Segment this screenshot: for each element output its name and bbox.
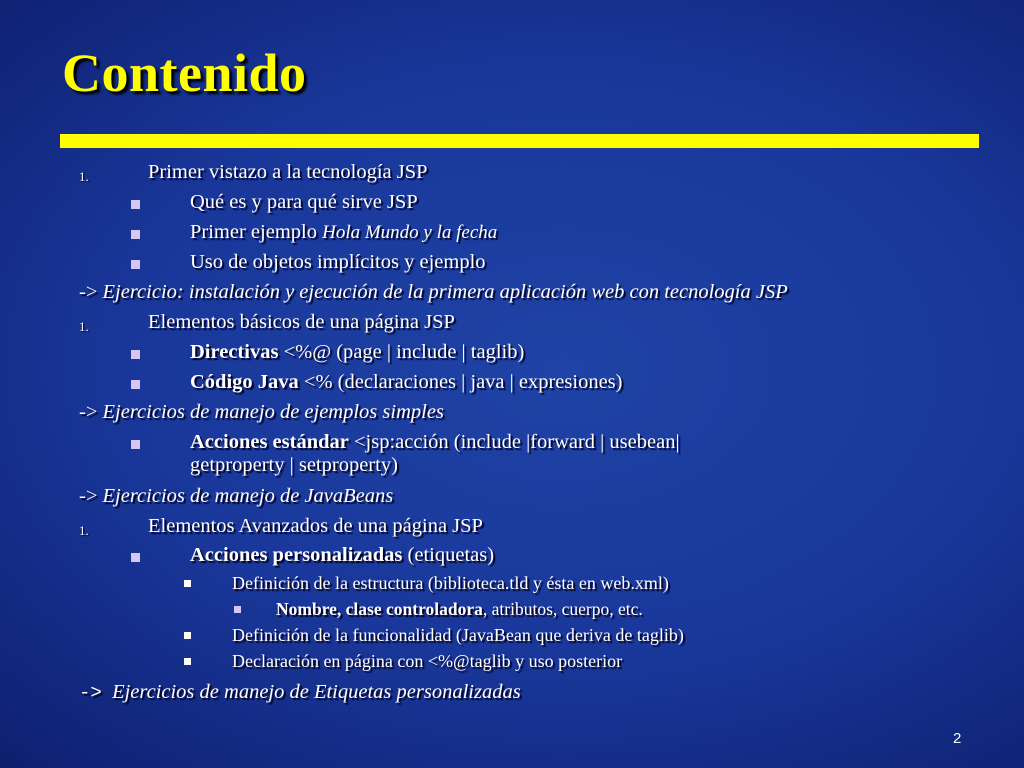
item-text: -> Ejercicios de manejo de JavaBeans (79, 485, 394, 507)
item-text: Nombre, clase controladora, atributos, cuerpo, etc. (276, 599, 643, 619)
bullet-icon (131, 380, 140, 389)
bullet-icon (131, 200, 140, 209)
bullet-icon (131, 350, 140, 359)
page-number: 2 (953, 730, 962, 747)
bullet-icon (184, 632, 191, 639)
item-text: Acciones estándar <jsp:acción (include |forward | usebean| (190, 431, 680, 453)
bullet-icon (184, 658, 191, 665)
item-number: 1. (79, 169, 89, 184)
item-text: Directivas <%@ (page | include | taglib) (190, 341, 525, 363)
item-text: Elementos Avanzados de una página JSP (148, 515, 483, 537)
item-text: -> Ejercicios de manejo de Etiquetas personalizadas (79, 681, 521, 704)
bullet-icon (131, 553, 140, 562)
title-divider (60, 134, 979, 148)
item-italic: Hola Mundo y la fecha (322, 222, 498, 243)
item-text: Acciones personalizadas (etiquetas) (190, 544, 495, 566)
item-text: Definición de la estructura (biblioteca.tld y ésta en web.xml) (232, 573, 669, 593)
item-text: Definición de la funcionalidad (JavaBean que deriva de taglib) (232, 625, 684, 645)
bullet-icon (184, 580, 191, 587)
arrow-marker: -> (79, 281, 98, 303)
arrow-marker: -> (79, 485, 98, 507)
item-text: Elementos básicos de una página JSP (148, 311, 455, 333)
item-text: Qué es y para qué sirve JSP (190, 191, 418, 213)
bullet-icon (131, 440, 140, 449)
item-text: Primer ejemplo Hola Mundo y la fecha (190, 221, 498, 243)
item-number: 1. (79, 319, 89, 334)
item-text-continued: getproperty | setproperty) (190, 454, 398, 476)
item-text: -> Ejercicio: instalación y ejecución de la primera aplicación web con tecnología JSP (79, 281, 788, 303)
arrow-marker: -> (79, 682, 102, 704)
item-text: Uso de objetos implícitos y ejemplo (190, 251, 486, 273)
item-text: Declaración en página con <%@taglib y uso posterior (232, 651, 623, 671)
item-number: 1. (79, 523, 89, 538)
item-text: Código Java <% (declaraciones | java | expresiones) (190, 371, 623, 393)
bullet-icon (234, 606, 241, 613)
item-text: -> Ejercicios de manejo de ejemplos simples (79, 401, 444, 423)
bullet-icon (131, 230, 140, 239)
item-text: Primer vistazo a la tecnología JSP (148, 161, 428, 183)
slide-title: Contenido (62, 43, 307, 103)
bullet-icon (131, 260, 140, 269)
arrow-marker: -> (79, 401, 98, 423)
